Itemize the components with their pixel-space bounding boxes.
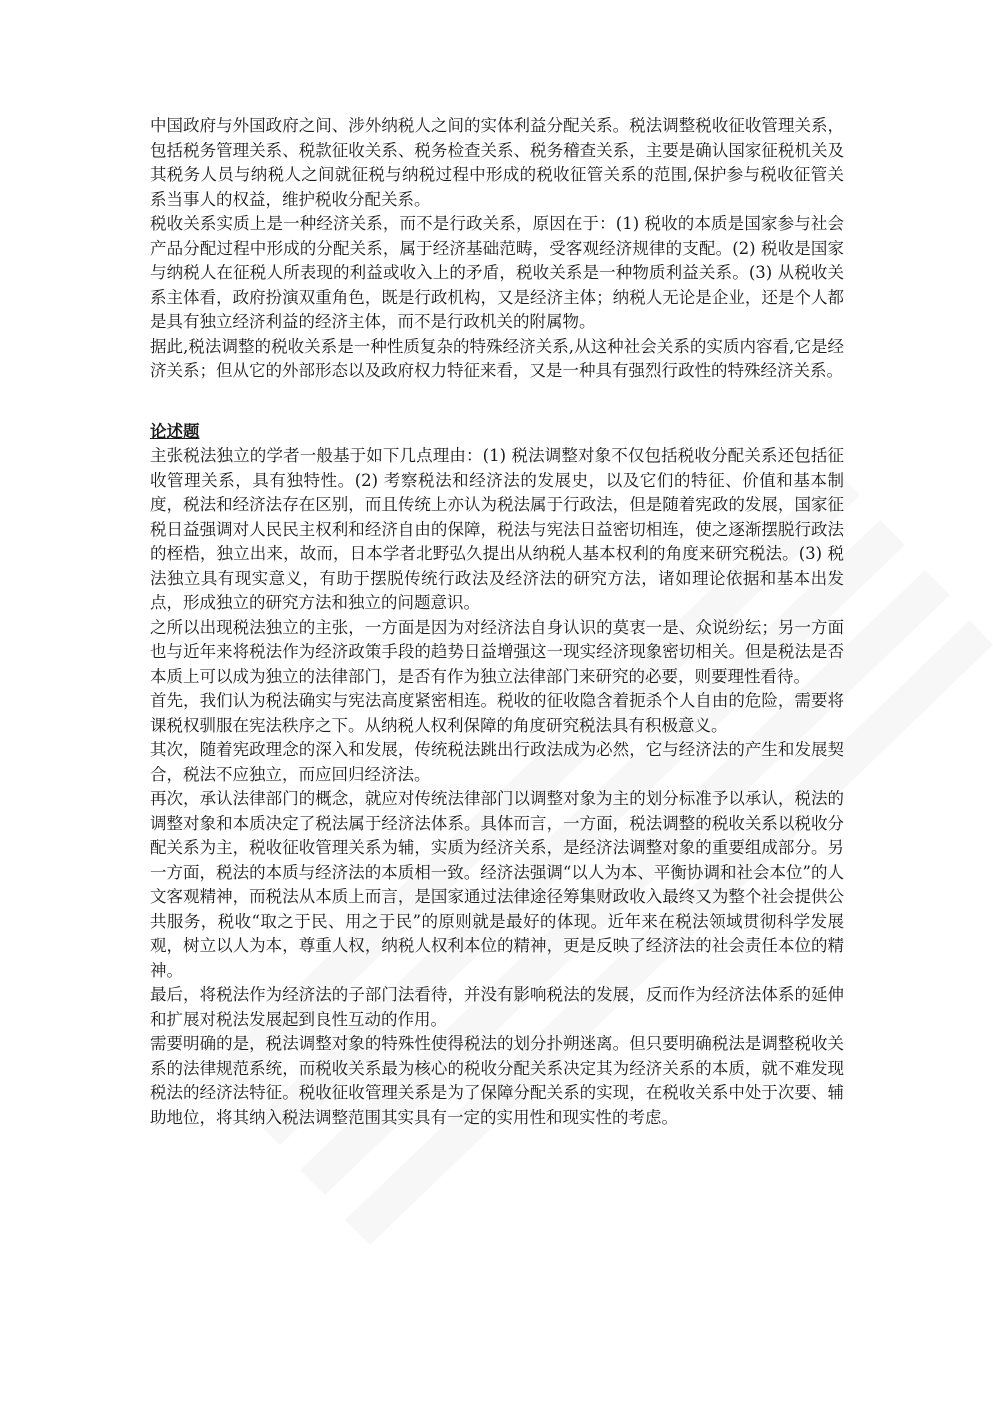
paragraph: 最后，将税法作为经济法的子部门法看待，并没有影响税法的发展，反而作为经济法体系的延伸和扩展对税法发展起到良性互动的作用。 (150, 985, 844, 1029)
paragraph: 需要明确的是，税法调整对象的特殊性使得税法的划分扑朔迷离。但只要明确税法是调整税收关系的法律规范系统，而税收关系最为核心的税收分配关系决定其为经济关系的本质，就不难发现税法的经济法特征。税收征收管理关系是为了保障分配关系的实现，在税收关系中处于次要、辅助地位，将其纳入税法调整范围其实具有一定的实用性和现实性的考虑。 (150, 1034, 844, 1127)
paragraph: 之所以出现税法独立的主张，一方面是因为对经济法自身认识的莫衷一是、众说纷纭；另一方面也与近年来将税法作为经济政策手段的趋势日益增强这一现实经济现象密切相关。但是税法是否本质上可以成为独立的法律部门，是否有作为独立法律部门来研究的必要，则要理性看待。 (150, 617, 844, 686)
paragraph: 主张税法独立的学者一般基于如下几点理由：(1) 税法调整对象不仅包括税收分配关系还包括征收管理关系，具有独特性。(2) 考察税法和经济法的发展史，以及它们的特征、价值和基本制度，税法和经济法存在区别，而且传统上亦认为税法属于行政法，但是随着宪政的发展，国家征税日益强调对人民民主权利和经济自由的保障，税法与宪法日益密切相连，使之逐渐摆脱行政法的桎梏，独立出来，故而，日本学者北野弘久提出从纳税人基本权利的角度来研究税法。(3) 税法独立具有现实意义，有助于摆脱传统行政法及经济法的研究方法，诸如理论依据和基本出发点，形成独立的研究方法和独立的问题意识。 (150, 446, 844, 612)
paragraph: 中国政府与外国政府之间、涉外纳税人之间的实体利益分配关系。税法调整税收征收管理关系，包括税务管理关系、税款征收关系、税务检查关系、税务稽查关系，主要是确认国家征税机关及其税务人员与纳税人之间就征税与纳税过程中形成的税收征管关系的范围,保护参与税收征管关系当事人的权益，维护税收分配关系。 (150, 116, 844, 209)
paragraph: 其次，随着宪政理念的深入和发展，传统税法跳出行政法成为必然，它与经济法的产生和发展契合，税法不应独立，而应回归经济法。 (150, 740, 844, 784)
paragraph: 据此,税法调整的税收关系是一种性质复杂的特殊经济关系,从这种社会关系的实质内容看,它是经济关系；但从它的外部形态以及政府权力特征来看，又是一种具有强烈行政性的特殊经济关系。 (150, 336, 844, 380)
paragraph: 首先，我们认为税法确实与宪法高度紧密相连。税收的征收隐含着扼杀个人自由的危险，需要将课税权驯服在宪法秩序之下。从纳税人权利保障的角度研究税法具有积极意义。 (150, 691, 844, 735)
section-gap (150, 384, 844, 420)
section-heading: 论述题 (150, 421, 200, 441)
paragraph: 税收关系实质上是一种经济关系，而不是行政关系，原因在于：(1) 税收的本质是国家参与社会产品分配过程中形成的分配关系，属于经济基础范畴，受客观经济规律的支配。(2) 税收是国家与纳税人在征税人所表现的利益或收入上的矛盾，税收关系是一种物质利益关系。(3) 从税收关系主体看，政府扮演双重角色，既是行政机构，又是经济主体；纳税人无论是企业，还是个人都是具有独立经济利益的经济主体，而不是行政机关的附属物。 (150, 214, 844, 331)
document-body (150, 114, 844, 1130)
paragraph: 再次，承认法律部门的概念，就应对传统法律部门以调整对象为主的划分标准予以承认，税法的调整对象和本质决定了税法属于经济法体系。具体而言，一方面，税法调整的税收关系以税收分配关系为主，税收征收管理关系为辅，实质为经济关系，是经济法调整对象的重要组成部分。另一方面，税法的本质与经济法的本质相一致。经济法强调“以人为本、平衡协调和社会本位”的人文客观精神，而税法从本质上而言，是国家通过法律途径筹集财政收入最终又为整个社会提供公共服务，税收“取之于民、用之于民”的原则就是最好的体现。近年来在税法领域贯彻科学发展观，树立以人为本，尊重人权，纳税人权利本位的精神，更是反映了经济法的社会责任本位的精神。 (150, 789, 844, 980)
